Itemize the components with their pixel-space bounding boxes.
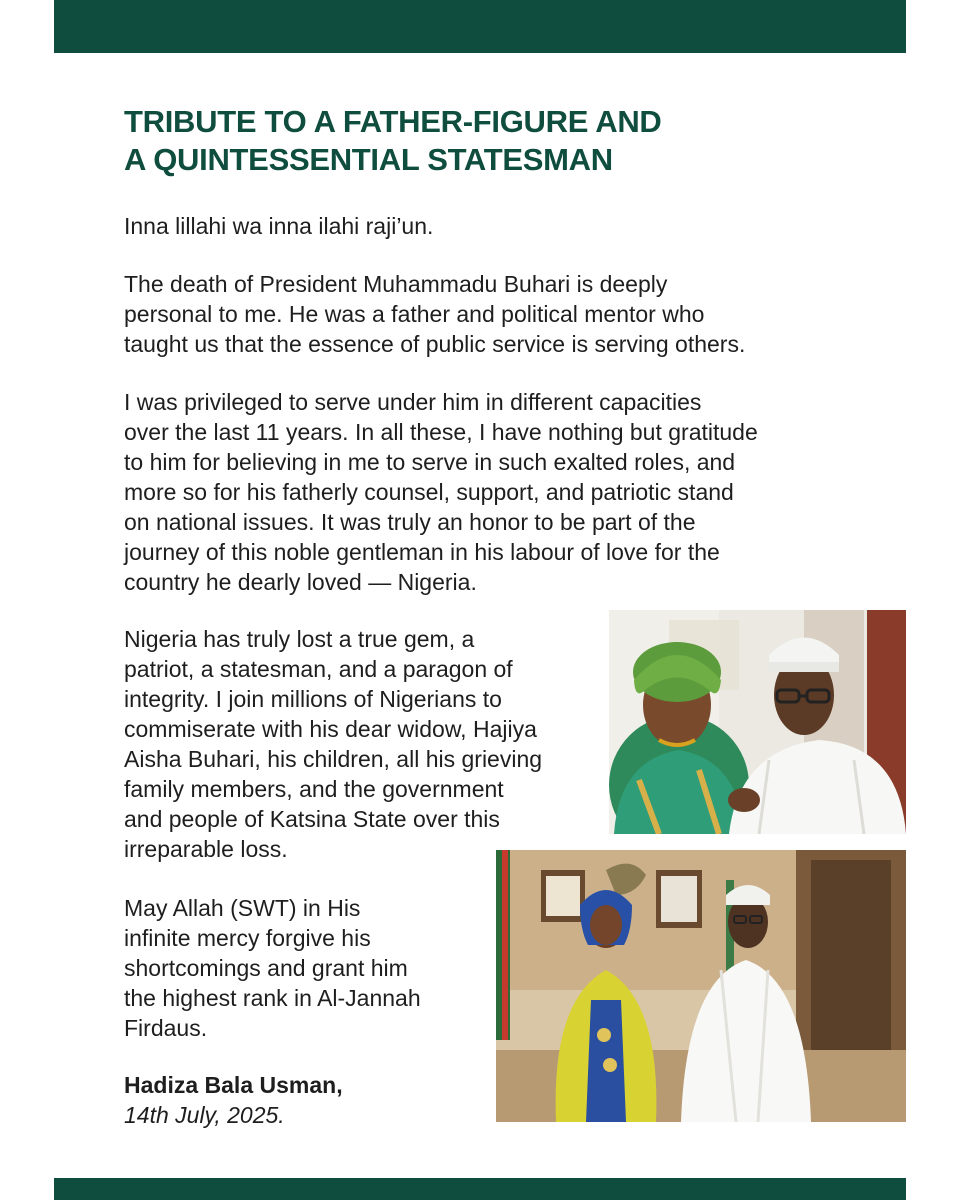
text-line: shortcomings and grant him [124, 955, 408, 981]
text-line: and people of Katsina State over this [124, 806, 500, 832]
signature-name: Hadiza Bala Usman, [124, 1072, 343, 1098]
text-line: The death of President Muhammadu Buhari is deeply [124, 271, 668, 297]
text-line: irreparable loss. [124, 836, 288, 862]
photo-office [496, 850, 906, 1122]
text-line: commiserate with his dear widow, Hajiya [124, 716, 537, 742]
page-title [124, 103, 662, 179]
text-line: infinite mercy forgive his [124, 925, 371, 951]
text-line: taught us that the essence of public service is serving others. [124, 331, 746, 357]
text-line: Firdaus. [124, 1015, 208, 1041]
paragraph-condolence [124, 624, 594, 864]
text-line: Aisha Buhari, his children, all his grieving [124, 746, 543, 772]
text-line: the highest rank in Al-Jannah [124, 985, 421, 1011]
text-line: Inna lillahi wa inna ilahi raji’un. [124, 213, 434, 239]
text-line: journey of this noble gentleman in his labour of love for the [124, 539, 720, 565]
paragraph-death [124, 269, 824, 359]
title-line-2: A QUINTESSENTIAL STATESMAN [124, 142, 613, 177]
text-line: integrity. I join millions of Nigerians to [124, 686, 502, 712]
paragraph-prayer [124, 893, 484, 1043]
signature [124, 1070, 343, 1130]
text-line: on national issues. It was truly an honor to be part of the [124, 509, 696, 535]
photo-handshake [609, 610, 906, 834]
text-line: May Allah (SWT) in His [124, 895, 361, 921]
text-line: personal to me. He was a father and political mentor who [124, 301, 705, 327]
top-green-band [54, 0, 906, 53]
paragraph-opening [124, 211, 433, 241]
paragraph-service [124, 387, 824, 597]
text-line: patriot, a statesman, and a paragon of [124, 656, 513, 682]
text-line: to him for believing in me to serve in such exalted roles, and [124, 449, 736, 475]
title-line-1: TRIBUTE TO A FATHER-FIGURE AND [124, 104, 662, 139]
photo-handshake-illustration [609, 610, 906, 834]
signature-date: 14th July, 2025. [124, 1102, 285, 1128]
text-line: I was privileged to serve under him in different capacities [124, 389, 702, 415]
text-line: Nigeria has truly lost a true gem, a [124, 626, 475, 652]
photo-office-illustration [496, 850, 906, 1122]
text-line: more so for his fatherly counsel, support, and patriotic stand [124, 479, 734, 505]
text-line: over the last 11 years. In all these, I have nothing but gratitude [124, 419, 758, 445]
bottom-green-band [54, 1178, 906, 1200]
text-line: family members, and the government [124, 776, 504, 802]
text-line: country he dearly loved — Nigeria. [124, 569, 477, 595]
